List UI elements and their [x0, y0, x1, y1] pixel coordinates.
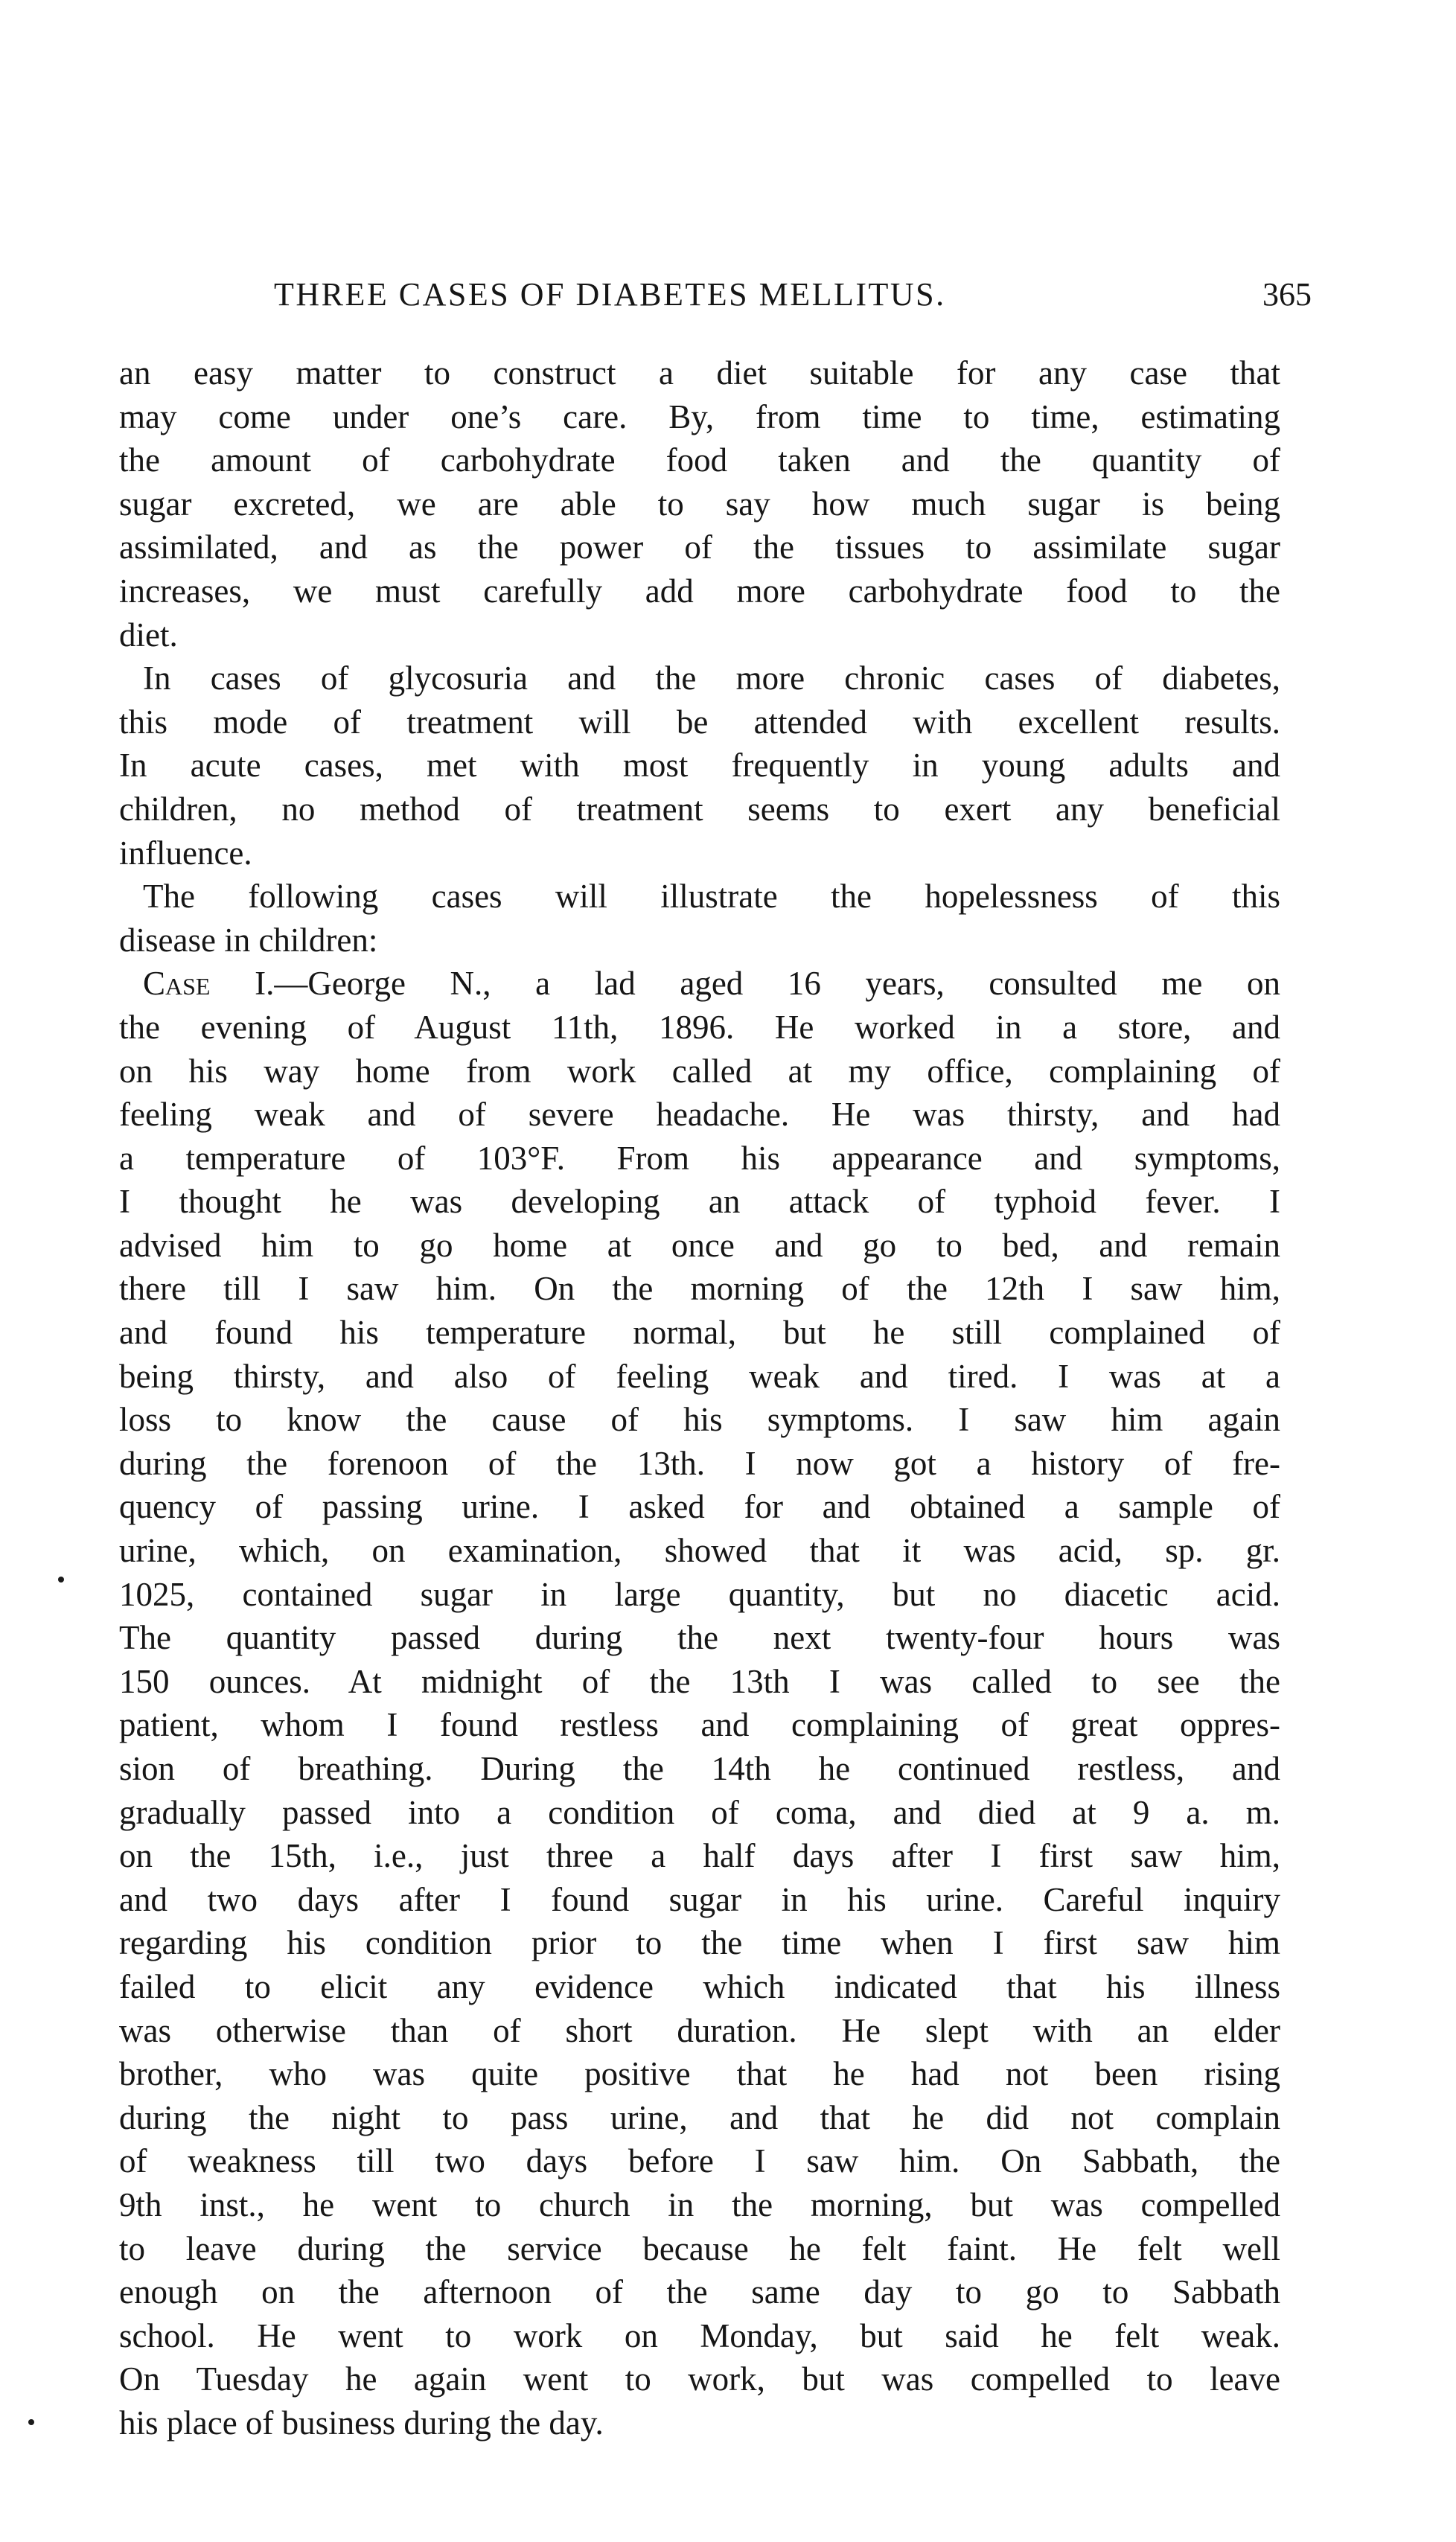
text-line: there till I saw him. On the morning of the 12th I saw him, — [119, 1270, 1280, 1308]
stray-ink-dot — [58, 1577, 64, 1583]
text-line: sion of breathing. During the 14th he continued restless, and — [119, 1750, 1280, 1787]
text-line: on the 15th, i.e., just three a half days after I first saw him, — [119, 1837, 1280, 1875]
text-line: school. He went to work on Monday, but said he felt weak. — [119, 2316, 1280, 2354]
body-text — [119, 351, 1280, 2445]
text-line: I thought he was developing an attack of typhoid fever. I — [119, 1183, 1280, 1221]
text-line: during the forenoon of the 13th. I now got a history of fre- — [119, 1444, 1280, 1482]
text-line: being thirsty, and also of feeling weak and tired. I was at a — [119, 1357, 1280, 1395]
text-line: assimilated, and as the power of the tissues to assimilate sugar — [119, 528, 1280, 566]
text-line: regarding his condition prior to the time when I first saw him — [119, 1924, 1280, 1962]
text-line: loss to know the cause of his symptoms. I saw him again — [119, 1401, 1280, 1439]
text-line: of weakness till two days before I saw him. On Sabbath, the — [119, 2142, 1280, 2180]
text-line: may come under one’s care. By, from time to time, estimating — [119, 397, 1280, 435]
text-line: The quantity passed during the next twenty-four hours was — [119, 1619, 1280, 1657]
case-label: Case I. — [143, 965, 275, 1003]
text-line: gradually passed into a condition of coma, and died at 9 a. m. — [119, 1793, 1280, 1831]
text-line: feeling weak and of severe headache. He was thirsty, and had — [119, 1096, 1280, 1134]
text-line: patient, whom I found restless and complaining of great oppres- — [119, 1706, 1280, 1744]
running-title: THREE CASES OF DIABETES MELLITUS. — [274, 276, 946, 313]
text-line: urine, which, on examination, showed that it was acid, sp. gr. — [119, 1532, 1280, 1570]
text-line: increases, we must carefully add more carbohydrate food to the — [119, 572, 1280, 610]
text-line: the evening of August 11th, 1896. He worked in a store, and — [119, 1008, 1280, 1046]
text-line: 1025, contained sugar in large quantity, but no diacetic acid. — [119, 1575, 1280, 1613]
text-line: was otherwise than of short duration. He slept with an elder — [119, 2011, 1280, 2049]
stray-ink-dot — [28, 2419, 34, 2425]
text-line: On Tuesday he again went to work, but was compelled to leave — [119, 2360, 1280, 2398]
text-line: diet. — [119, 616, 178, 654]
text-line: advised him to go home at once and go to bed, and remain — [119, 1226, 1280, 1264]
text-line: an easy matter to construct a diet suitable for any case that — [119, 354, 1280, 392]
text-line: disease in children: — [119, 921, 378, 959]
text-line: and found his temperature normal, but he still complained of — [119, 1314, 1280, 1352]
text-line: failed to elicit any evidence which indicated that his illness — [119, 1967, 1280, 2005]
book-page — [119, 275, 1312, 2445]
text-line: 150 ounces. At midnight of the 13th I was called to see the — [119, 1662, 1280, 1700]
text-line: children, no method of treatment seems to exert any beneficial — [119, 790, 1280, 828]
text-line: to leave during the service because he felt faint. He felt well — [119, 2229, 1280, 2267]
text-line: this mode of treatment will be attended with excellent results. — [119, 703, 1280, 741]
text-line: and two days after I found sugar in his urine. Careful inquiry — [119, 1880, 1280, 1918]
page-number: 365 — [1262, 276, 1312, 313]
text-line: In acute cases, met with most frequently in young adults and — [119, 747, 1280, 785]
text-line: during the night to pass urine, and that he did not complain — [119, 2098, 1280, 2136]
text-line: sugar excreted, we are able to say how much sugar is being — [119, 485, 1280, 523]
text-line: a temperature of 103°F. From his appearance and symptoms, — [119, 1139, 1280, 1177]
text-line: brother, who was quite positive that he had not been rising — [119, 2055, 1280, 2093]
text-line: Case I.—George N., a lad aged 16 years, consulted me on — [143, 965, 1280, 1003]
text-line: In cases of glycosuria and the more chronic cases of diabetes, — [143, 660, 1280, 697]
text-line: quency of passing urine. I asked for and obtained a sample of — [119, 1488, 1280, 1526]
text-line: 9th inst., he went to church in the morning, but was compelled — [119, 2185, 1280, 2223]
text-line: influence. — [119, 834, 252, 872]
text-line: the amount of carbohydrate food taken and the quantity of — [119, 441, 1280, 479]
text-line: The following cases will illustrate the hopelessness of this — [143, 878, 1280, 916]
running-header — [119, 275, 1312, 320]
text-line: his place of business during the day. — [119, 2404, 604, 2442]
text-line: on his way home from work called at my office, complaining of — [119, 1052, 1280, 1090]
text-line: enough on the afternoon of the same day to go to Sabbath — [119, 2273, 1280, 2311]
